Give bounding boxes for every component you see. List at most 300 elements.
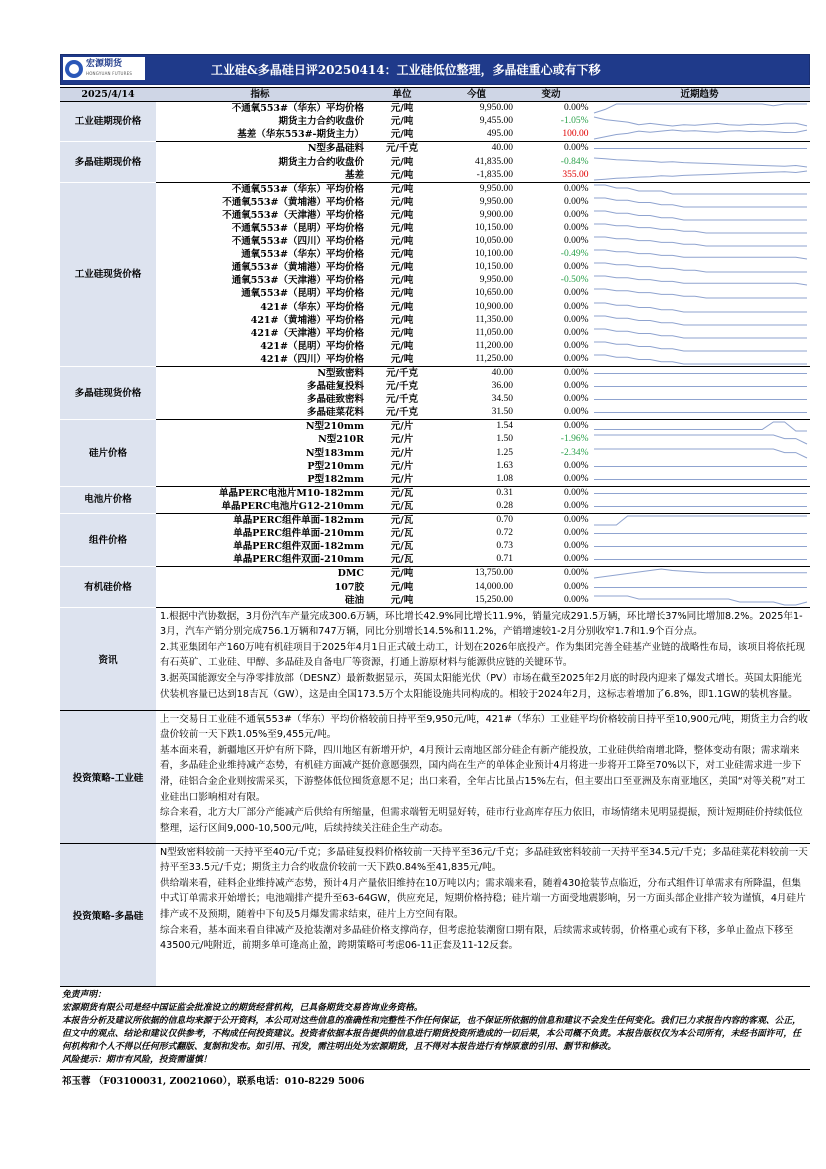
table-header	[60, 88, 810, 102]
indicator-change: 0.00%	[513, 594, 589, 608]
indicator-value: 0.31	[496, 487, 513, 498]
indicator-name: 单晶PERC组件双面-182mm	[233, 541, 364, 553]
indicator-change: 0.00%	[563, 103, 589, 114]
indicator-unit: 元/吨	[364, 594, 440, 608]
indicator-change: -0.50%	[560, 275, 589, 286]
indicator-value: 1.50	[496, 434, 513, 445]
indicator-name: 通氧553#（黄埔港）平均价格	[231, 262, 364, 274]
sparkline-chart	[590, 248, 811, 261]
table-row	[60, 261, 810, 274]
indicator-change: 0.00%	[513, 500, 589, 514]
sparkline-chart	[590, 274, 811, 287]
indicator-unit: 元/千克	[386, 381, 418, 393]
indicator-unit: 元/吨	[390, 301, 414, 313]
sparkline-chart	[590, 581, 811, 594]
table-row	[60, 128, 810, 142]
indicator-unit: 元/片	[364, 473, 440, 487]
strategy-si-paragraph: 基本面来看，新疆地区开炉有所下降，四川地区有新增开炉，4月预计云南地区部分硅企有新产能投放，工业硅供给南增北降，整体变动有限；需求端来看，多晶硅企业维持减产态势，有机硅方面减产挺价意愿强烈，国内尚在生产的单体企业预计4月将进一步将开工降至70%以下，对工业硅需求进一步下滑，硅铝合金企业则按需采买，下游整体低位囤货意愿不足；出口来看，全年占比虽占15%左右，但主要出口至亚洲及东南亚地区，美国“对等关税”对工业硅出口影响相对有限。	[160, 744, 806, 803]
sparkline-chart	[590, 222, 811, 235]
indicator-change: 0.00%	[513, 406, 589, 420]
sparkline-line	[594, 211, 807, 220]
trend-sparkline	[589, 301, 810, 314]
trend-sparkline	[589, 353, 810, 367]
table-row	[60, 327, 810, 340]
indicator-value: 11,050.00	[475, 327, 513, 338]
table-row	[60, 567, 810, 581]
indicator-name: 单晶PERC组件双面-210mm	[156, 553, 364, 567]
sparkline-line	[594, 198, 807, 207]
logo-text: 宏源期货 HONGYUAN FUTURES	[86, 58, 133, 76]
trend-sparkline	[589, 314, 810, 327]
indicator-unit: 元/吨	[390, 103, 414, 115]
table-row	[60, 274, 810, 287]
report-sheet	[60, 54, 810, 1090]
trend-sparkline	[589, 327, 810, 340]
indicator-unit: 元/吨	[390, 183, 414, 195]
disclaimer-line: 宏源期货有限公司是经中国证监会批准设立的期货经营机构，已具备期货交易咨询业务资格。	[62, 1002, 423, 1013]
indicator-unit: 元/千克	[386, 394, 418, 406]
table-row	[60, 460, 810, 473]
indicator-change: 355.00	[513, 169, 589, 183]
sparkline-chart	[590, 287, 811, 300]
disclaimer-title: 免责声明：	[62, 989, 106, 1000]
trend-sparkline	[589, 128, 810, 142]
sparkline-line	[594, 316, 807, 325]
trend-sparkline	[589, 500, 810, 514]
analyst-contact: 祁玉蓉 （F03100031, Z0021060），联系电话：010-8229 5006	[62, 1076, 365, 1088]
indicator-value: 1.08	[440, 473, 513, 487]
indicator-unit: 元/吨	[390, 568, 414, 580]
table-row	[60, 182, 810, 196]
indicator-change: 0.00%	[563, 460, 589, 471]
indicator-name: DMC	[337, 568, 364, 580]
indicator-name: N型多晶硅料	[307, 143, 364, 155]
news-section	[60, 608, 810, 711]
trend-sparkline	[589, 473, 810, 487]
indicator-value: 10,650.00	[475, 288, 513, 299]
trend-sparkline	[589, 527, 810, 540]
indicator-value: 10,100.00	[475, 249, 513, 260]
table-row	[60, 340, 810, 353]
table-row	[60, 102, 810, 116]
indicator-name: 通氧553#（华东）平均价格	[241, 249, 364, 261]
indicator-unit: 元/吨	[390, 236, 414, 248]
sparkline-line	[594, 117, 807, 126]
strategy-si-paragraph: 综合来看，北方大厂部分产能减产后供给有所缩量，但需求端暂无明显好转，硅市行业高库存压力依旧，市场情绪未见明显提振，预计短期硅价持续低位整理，运行区间9,000-10,500元/吨，后续持续关注硅企生产动态。	[160, 807, 803, 834]
indicator-name: 421#（天津港）平均价格	[250, 327, 364, 339]
indicator-unit: 元/片	[390, 460, 414, 472]
sparkline-line	[594, 449, 807, 458]
trend-sparkline	[589, 235, 810, 248]
trend-sparkline	[589, 486, 810, 500]
indicator-name: P型210mm	[307, 460, 364, 472]
indicator-change: -1.05%	[560, 116, 589, 127]
indicator-name: N型183mm	[305, 447, 364, 459]
indicator-change: 0.00%	[563, 515, 589, 526]
indicator-value: 10,900.00	[475, 301, 513, 312]
indicator-value: 31.50	[440, 406, 513, 420]
company-logo	[63, 57, 145, 80]
indicator-unit: 元/吨	[390, 249, 414, 261]
indicator-value: 14,000.00	[475, 581, 513, 592]
disclaimer-line: 本报告分析及建议所依据的信息均来源于公开资料，本公司对这些信息的准确性和完整性不作任何保证，也不保证所依据的信息和建议不会发生任何变化。我们已力求报告内容的客观、公正，但文中的观点、结论和建议仅供参考，不构成任何投资建议。投资者依据本报告提供的信息进行期货投资所造成的一切后果，本公司概不负责。本报告版权仅为本公司所有，未经书面许可，任何机构和个人不得以任何形式翻版、复制和发布。如引用、刊发，需注明出处为宏源期货，且不得对本报告进行有悖原意的引用、删节和修改。	[62, 1015, 801, 1053]
table-row	[60, 222, 810, 235]
indicator-value: 11,350.00	[475, 314, 513, 325]
indicator-value: 0.28	[440, 500, 513, 514]
table-row	[60, 594, 810, 608]
trend-sparkline	[589, 433, 810, 446]
indicator-unit: 元/瓦	[390, 541, 414, 553]
indicator-name: 多晶硅菜花料	[156, 406, 364, 420]
indicator-change: 0.00%	[563, 183, 589, 194]
table-row	[60, 380, 810, 393]
indicator-change: 0.00%	[563, 541, 589, 552]
indicator-change: 0.00%	[563, 340, 589, 351]
indicator-change: 0.00%	[563, 368, 589, 379]
indicator-unit: 元/吨	[390, 156, 414, 168]
indicator-name: 通氧553#（天津港）平均价格	[231, 275, 364, 287]
table-row	[60, 155, 810, 168]
trend-sparkline	[589, 514, 810, 528]
indicator-name: 421#（华东）平均价格	[260, 301, 364, 313]
category-label: 多晶硅现货价格	[60, 366, 156, 419]
sparkline-line	[594, 130, 807, 139]
indicator-change: 100.00	[513, 128, 589, 142]
table-row	[60, 420, 810, 434]
sparkline-chart	[590, 460, 811, 473]
indicator-value: 0.71	[440, 553, 513, 567]
indicator-value: 10,150.00	[475, 262, 513, 273]
indicator-name: 单晶PERC电池片G12-210mm	[156, 500, 364, 514]
indicator-name: 基差	[156, 169, 364, 183]
trend-sparkline	[589, 553, 810, 567]
indicator-unit: 元/片	[390, 434, 414, 446]
sparkline-chart	[590, 380, 811, 393]
indicator-change: 0.00%	[563, 394, 589, 405]
disclaimer	[60, 987, 810, 1071]
trend-sparkline	[589, 182, 810, 196]
sparkline-line	[594, 276, 807, 285]
indicator-value: 41,835.00	[475, 156, 513, 167]
indicator-name: 多晶硅致密料	[306, 394, 364, 406]
header-date: 2025/4/14	[60, 88, 156, 102]
table-row	[60, 393, 810, 406]
sparkline-chart	[590, 301, 811, 314]
category-label: 组件价格	[60, 514, 156, 567]
sparkline-chart	[590, 447, 811, 460]
indicator-change: 0.00%	[563, 421, 589, 432]
table-row	[60, 142, 810, 156]
sparkline-chart	[590, 553, 811, 566]
indicator-unit: 元/吨	[390, 222, 414, 234]
table-row	[60, 235, 810, 248]
trend-sparkline	[589, 196, 810, 209]
indicator-name: 不通氧553#（华东）平均价格	[231, 183, 364, 195]
indicator-name: 421#（四川）平均价格	[156, 353, 364, 367]
category-label: 硅片价格	[60, 420, 156, 486]
news-paragraph: 2.其亚集团年产160万吨有机硅项目于2025年4月1日正式破土动工，计划在2026年底投产。作为集团完善全硅基产业链的战略性布局，该项目将依托现有石英矿、工业硅、甲醇、多晶硅及自备电厂等资源，打通上游原材料与能源供应链的关键环节。	[160, 641, 805, 669]
sparkline-chart	[590, 261, 811, 274]
indicator-value: 10,150.00	[475, 222, 513, 233]
indicator-unit: 元/千克	[386, 368, 418, 380]
trend-sparkline	[589, 209, 810, 222]
category-label: 电池片价格	[60, 486, 156, 513]
indicator-change: 0.00%	[563, 236, 589, 247]
trend-sparkline	[589, 222, 810, 235]
indicator-value: 9,950.00	[479, 275, 513, 286]
indicator-change: -0.84%	[560, 156, 589, 167]
sparkline-chart	[590, 128, 811, 141]
indicator-name: 期货主力合约收盘价	[278, 156, 364, 168]
table-row	[60, 353, 810, 367]
sparkline-chart	[590, 487, 811, 500]
indicator-value: 15,250.00	[440, 594, 513, 608]
trend-sparkline	[589, 393, 810, 406]
sparkline-chart	[590, 527, 811, 540]
sparkline-chart	[590, 353, 811, 366]
indicator-value: -1,835.00	[440, 169, 513, 183]
sparkline-chart	[590, 115, 811, 128]
report-title: 工业硅&多晶硅日评20250414：工业硅低位整理，多晶硅重心或有下移	[211, 63, 601, 77]
table-row	[60, 580, 810, 593]
header-indicator: 指标	[156, 88, 364, 102]
indicator-name: N型210R	[318, 434, 364, 446]
indicator-change: 0.00%	[563, 143, 589, 154]
strategy-si-paragraph: 上一交易日工业硅不通氧553#（华东）平均价格较前日持平至9,950元/吨，421#（华东）工业硅平均价格较前日持平至10,900元/吨，期货主力合约收盘价较前一天下跌1.05%至9,455元/吨。	[160, 713, 808, 741]
indicator-value: 34.50	[491, 394, 513, 405]
table-row	[60, 366, 810, 380]
sparkline-chart	[590, 540, 811, 553]
indicator-unit: 元/吨	[390, 209, 414, 221]
indicator-change: 0.00%	[513, 553, 589, 567]
indicator-change: 0.00%	[513, 473, 589, 487]
sparkline-chart	[590, 183, 811, 196]
indicator-unit: 元/吨	[390, 275, 414, 287]
table-row	[60, 196, 810, 209]
indicator-value: 1.54	[496, 421, 513, 432]
indicator-change: 0.00%	[563, 262, 589, 273]
category-label: 工业硅期现价格	[60, 102, 156, 142]
indicator-name: 期货主力合约收盘价	[278, 116, 364, 128]
strategy-poly-paragraph: N型致密料较前一天持平至40元/千克；多晶硅复投料价格较前一天持平至36元/千克；多晶硅致密料较前一天持平至34.5元/千克；多晶硅菜花料较前一天持平至33.5元/千克；期货主力合约收盘价较前一天下跌0.84%至41,835元/吨。	[160, 846, 808, 874]
sparkline-line	[594, 289, 807, 298]
indicator-name: 基差（华东553#-期货主力）	[156, 128, 364, 142]
indicator-unit: 元/瓦	[390, 487, 414, 499]
indicator-name: N型210mm	[305, 421, 364, 433]
indicator-value: 0.73	[496, 541, 513, 552]
strategy-si-label: 投资策略-工业硅	[60, 711, 156, 843]
table-row	[60, 115, 810, 128]
sparkline-chart	[590, 327, 811, 340]
sparkline-line	[594, 158, 807, 167]
indicator-change: 0.00%	[563, 581, 589, 592]
table-row	[60, 169, 810, 183]
sparkline-chart	[590, 567, 811, 580]
indicator-name: 单晶PERC组件单面-210mm	[233, 528, 364, 540]
indicator-unit: 元/瓦	[390, 528, 414, 540]
indicator-name: 107胶	[334, 581, 364, 593]
sparkline-chart	[590, 196, 811, 209]
strategy-si-body	[156, 711, 810, 843]
indicator-unit: 元/瓦	[364, 500, 440, 514]
trend-sparkline	[589, 380, 810, 393]
indicator-change: -0.49%	[560, 249, 589, 260]
indicator-value: 13,750.00	[475, 568, 513, 579]
category-label: 工业硅现货价格	[60, 182, 156, 366]
indicator-unit: 元/片	[390, 447, 414, 459]
strategy-si-section	[60, 711, 810, 844]
indicator-change: 0.00%	[563, 301, 589, 312]
indicator-unit: 元/吨	[364, 128, 440, 142]
trend-sparkline	[589, 115, 810, 128]
indicator-unit: 元/吨	[390, 196, 414, 208]
indicator-value: 0.72	[496, 528, 513, 539]
trend-sparkline	[589, 340, 810, 353]
indicator-change: 0.00%	[563, 209, 589, 220]
header-unit: 单位	[364, 88, 440, 102]
indicator-name: 不通氧553#（黄埔港）平均价格	[222, 196, 364, 208]
sparkline-line	[594, 104, 807, 113]
indicator-unit: 元/片	[390, 421, 414, 433]
indicator-change: -2.34%	[560, 447, 589, 458]
sparkline-chart	[590, 235, 811, 248]
strategy-poly-paragraph: 综合来看，基本面来看自律减产及抢装潮对多晶硅价格支撑尚存，但考虑抢装潮窗口期有限，后续需求或转弱，价格重心或有下移，多单止盈点下移至43500元/吨附近，前期多单可逢高止盈，跨期策略可考虑06-11正套及11-12反套。	[160, 924, 794, 952]
sparkline-chart	[590, 433, 811, 446]
trend-sparkline	[589, 261, 810, 274]
indicator-name: 不通氧553#（昆明）平均价格	[231, 222, 364, 234]
sparkline-chart	[590, 102, 811, 115]
category-label: 多晶硅期现价格	[60, 142, 156, 182]
indicator-change: 0.00%	[563, 288, 589, 299]
logo-mark-icon	[65, 60, 83, 78]
sparkline-chart	[590, 169, 811, 182]
indicator-value: 36.00	[491, 381, 513, 392]
indicator-name: 421#（黄埔港）平均价格	[250, 314, 364, 326]
trend-sparkline	[589, 169, 810, 183]
table-row	[60, 514, 810, 528]
sparkline-chart	[590, 514, 811, 527]
sparkline-line	[594, 329, 807, 338]
indicator-name: 通氧553#（昆明）平均价格	[241, 288, 364, 300]
table-row	[60, 314, 810, 327]
trend-sparkline	[589, 447, 810, 460]
sparkline-chart	[590, 142, 811, 155]
trend-sparkline	[589, 248, 810, 261]
sparkline-line	[594, 237, 807, 246]
header-trend: 近期趋势	[589, 88, 810, 102]
indicator-value: 495.00	[440, 128, 513, 142]
news-paragraph: 1.根据中汽协数据，3月份汽车产量完成300.6万辆，环比增长42.9%同比增长11.9%，销量完成291.5万辆，环比增长37%同比增加8.2%。2025年1-3月，汽车产销分别完成756.1万辆和747万辆，同比分别增长14.5%和11.2%，产销增速较1-2月分别收窄1.7和1.9个百分点。	[160, 610, 803, 638]
sparkline-chart	[590, 393, 811, 406]
table-row	[60, 500, 810, 514]
indicator-name: N型致密料	[317, 368, 364, 380]
table-row	[60, 473, 810, 487]
sparkline-line	[594, 422, 807, 431]
indicator-change: 0.00%	[563, 327, 589, 338]
trend-sparkline	[589, 540, 810, 553]
sparkline-line	[594, 250, 807, 259]
strategy-poly-section	[60, 844, 810, 987]
category-label: 有机硅价格	[60, 567, 156, 607]
table-row	[60, 527, 810, 540]
indicator-unit: 元/瓦	[390, 515, 414, 527]
trend-sparkline	[589, 460, 810, 473]
indicator-value: 9,950.00	[479, 103, 513, 114]
sparkline-line	[594, 596, 807, 605]
indicator-change: 0.00%	[563, 314, 589, 325]
table-row	[60, 301, 810, 314]
sparkline-chart	[590, 473, 811, 486]
indicator-change: 0.00%	[563, 568, 589, 579]
indicator-value: 11,250.00	[440, 353, 513, 367]
indicator-change: 0.00%	[563, 487, 589, 498]
trend-sparkline	[589, 274, 810, 287]
sparkline-line	[594, 435, 807, 444]
trend-sparkline	[589, 366, 810, 380]
indicator-unit: 元/吨	[390, 581, 414, 593]
trend-sparkline	[589, 102, 810, 116]
trend-sparkline	[589, 594, 810, 608]
table-row	[60, 248, 810, 261]
table-row	[60, 209, 810, 222]
sparkline-line	[594, 355, 807, 364]
indicator-unit: 元/吨	[364, 169, 440, 183]
indicator-change: 0.00%	[513, 353, 589, 367]
indicator-value: 9,950.00	[479, 183, 513, 194]
header-change: 变动	[513, 88, 589, 102]
sparkline-chart	[590, 156, 811, 169]
price-table	[60, 87, 810, 608]
table-row	[60, 447, 810, 460]
sparkline-chart	[590, 594, 811, 607]
title-bar	[60, 54, 810, 85]
indicator-name: 421#（昆明）平均价格	[260, 340, 364, 352]
indicator-unit: 元/千克	[364, 406, 440, 420]
indicator-name: P型182mm	[156, 473, 364, 487]
trend-sparkline	[589, 420, 810, 434]
trend-sparkline	[589, 155, 810, 168]
indicator-unit: 元/吨	[390, 262, 414, 274]
sparkline-line	[594, 185, 807, 194]
indicator-unit: 元/吨	[390, 116, 414, 128]
indicator-unit: 元/千克	[386, 143, 418, 155]
strategy-poly-paragraph: 供给端来看，硅料企业维持减产态势，预计4月产量依旧维持在10万吨以内；需求端来看，随着430抢装节点临近，分布式组件订单需求有所降温，但集中式订单需求开始增长；电池端排产提升至63-64GW，供应充足，短期价格持稳；硅片端一方面受地震影响，另一方面头部企业排产较为谨慎，4月硅片排产或不及预期，随着中下旬及5月爆发需求结束，硅片上方空间有限。	[160, 877, 806, 921]
indicator-unit: 元/吨	[390, 327, 414, 339]
sparkline-line	[594, 342, 807, 351]
trend-sparkline	[589, 142, 810, 156]
trend-sparkline	[589, 567, 810, 581]
strategy-poly-body	[156, 844, 810, 986]
indicator-name: 不通氧553#（华东）平均价格	[231, 103, 364, 115]
indicator-value: 9,455.00	[479, 116, 513, 127]
indicator-value: 9,900.00	[479, 209, 513, 220]
indicator-change: 0.00%	[563, 528, 589, 539]
indicator-value: 11,200.00	[475, 340, 513, 351]
trend-sparkline	[589, 406, 810, 420]
indicator-change: -1.96%	[560, 434, 589, 445]
sparkline-chart	[590, 500, 811, 513]
indicator-name: 不通氧553#（天津港）平均价格	[222, 209, 364, 221]
indicator-value: 10,050.00	[475, 236, 513, 247]
indicator-value: 0.70	[496, 515, 513, 526]
indicator-name: 多晶硅复投料	[306, 381, 364, 393]
news-body	[156, 608, 810, 710]
sparkline-chart	[590, 209, 811, 222]
indicator-name: 不通氧553#（四川）平均价格	[231, 236, 364, 248]
strategy-poly-label: 投资策略-多晶硅	[60, 844, 156, 986]
indicator-change: 0.00%	[563, 222, 589, 233]
indicator-value: 1.25	[496, 447, 513, 458]
